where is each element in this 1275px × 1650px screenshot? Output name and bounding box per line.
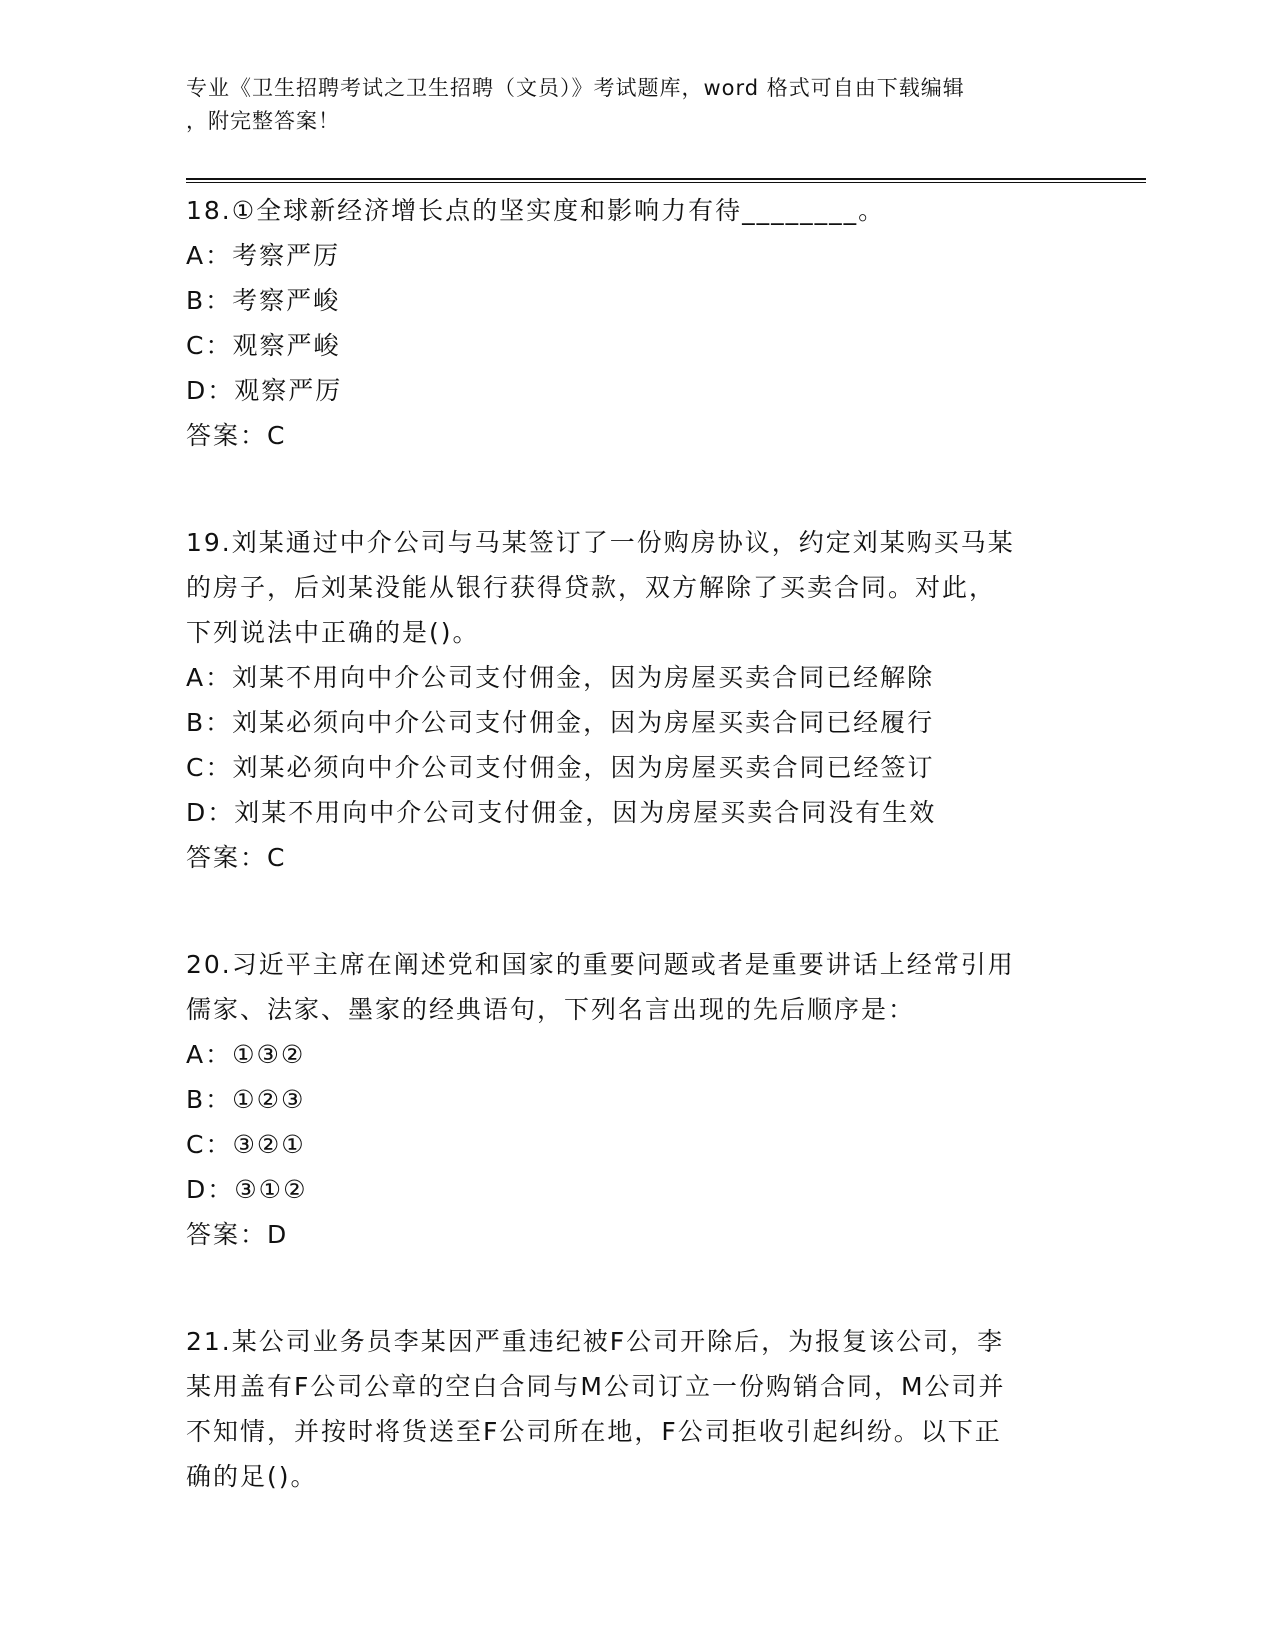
option-b: B：①②③ [186,1085,306,1114]
answer-line: 答案：D [186,1220,289,1249]
question-stem-line: 19.刘某通过中介公司与马某签订了一份购房协议，约定刘某购买马某 [186,528,1015,557]
document-header [186,72,1086,138]
header-divider-thick [186,178,1146,180]
answer-line: 答案：C [186,843,287,872]
question-stem-line: 20.习近平主席在阐述党和国家的重要问题或者是重要讲话上经常引用 [186,950,1015,979]
option-c: C：观察严峻 [186,331,341,360]
option-c: C：刘某必须向中介公司支付佣金，因为房屋买卖合同已经签订 [186,753,935,782]
question-stem-line: 某用盖有F公司公章的空白合同与M公司订立一份购销合同，M公司并 [186,1372,1006,1401]
option-a: A：刘某不用向中介公司支付佣金，因为房屋买卖合同已经解除 [186,663,935,692]
question-stem-line: 确的足()。 [186,1462,318,1491]
question-stem-line: 不知情，并按时将货送至F公司所在地，F公司拒收引起纠纷。以下正 [186,1417,1002,1446]
question-18 [186,188,1086,458]
question-21 [186,1319,1086,1499]
header-line-1: 专业《卫生招聘考试之卫生招聘（文员）》考试题库，word 格式可自由下载编辑 [186,76,965,100]
option-d: D：观察严厉 [186,376,343,405]
question-stem-line: 的房子，后刘某没能从银行获得贷款，双方解除了买卖合同。对此， [186,573,997,602]
option-a: A：①③② [186,1040,306,1069]
question-stem-line: 18.①全球新经济增长点的坚实度和影响力有待________。 [186,196,886,225]
header-line-2: ，附完整答案！ [186,109,340,133]
question-spacer [186,1257,1086,1319]
question-spacer [186,880,1086,942]
question-stem-line: 21.某公司业务员李某因严重违纪被F公司开除后，为报复该公司，李 [186,1327,1005,1356]
header-divider-thin [186,182,1146,183]
option-c: C：③②① [186,1130,306,1159]
option-a: A：考察严厉 [186,241,341,270]
option-b: B：考察严峻 [186,286,341,315]
question-20 [186,942,1086,1257]
option-b: B：刘某必须向中介公司支付佣金，因为房屋买卖合同已经履行 [186,708,935,737]
question-list [186,188,1086,1499]
option-d: D：③①② [186,1175,308,1204]
question-stem-line: 儒家、法家、墨家的经典语句，下列名言出现的先后顺序是： [186,995,916,1024]
question-spacer [186,458,1086,520]
answer-line: 答案：C [186,421,287,450]
question-19 [186,520,1086,880]
option-d: D：刘某不用向中介公司支付佣金，因为房屋买卖合同没有生效 [186,798,937,827]
question-stem-line: 下列说法中正确的是()。 [186,618,480,647]
